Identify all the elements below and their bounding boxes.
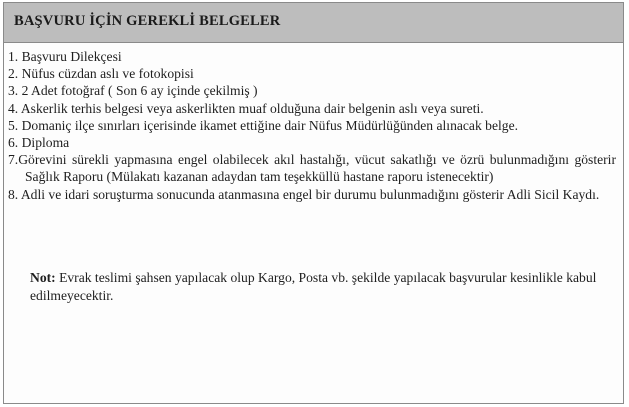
document-box — [3, 2, 624, 404]
item-text: Görevini sürekli yapmasına engel olabilecek akıl hastalığı, vücut sakatlığı ve özrü bulunmadığını gösterir Sağlık Raporu (Mülakatı kazanan adaydan tam teşekküllü hastane raporu istenecektir) — [18, 152, 616, 185]
item-number: 2. — [8, 66, 19, 82]
note-block — [30, 269, 600, 305]
item-text: 2 Adet fotoğraf ( Son 6 ay içinde çekilmiş ) — [21, 83, 258, 99]
list-item — [8, 117, 616, 134]
item-text: Başvuru Dilekçesi — [21, 49, 122, 64]
item-number: 8. — [8, 186, 19, 202]
note-text: Evrak teslimi şahsen yapılacak olup Kargo, Posta vb. şekilde yapılacak başvurular kesinlikle kabul edilmeyecektir. — [30, 270, 597, 303]
list-item — [8, 100, 616, 117]
item-number: 6. — [8, 135, 19, 151]
item-number: 1. — [8, 49, 19, 64]
header-bar — [4, 3, 623, 43]
note-label: Not: — [30, 270, 56, 285]
page-title: BAŞVURU İÇİN GEREKLİ BELGELER — [14, 13, 281, 29]
item-text: Nüfus cüzdan aslı ve fotokopisi — [21, 66, 194, 82]
list-item — [8, 48, 616, 65]
item-text: Diploma — [21, 135, 70, 151]
item-text: Adli ve idari soruşturma sonucunda atanmasına engel bir durumu bulunmadığını gösterir Adli Sicil Kaydı. — [20, 186, 600, 202]
item-number: 4. — [8, 100, 19, 116]
list-item — [8, 151, 616, 185]
list-item — [8, 186, 616, 203]
item-number: 7. — [8, 152, 19, 168]
list-item — [8, 65, 616, 82]
item-number: 5. — [8, 117, 19, 133]
requirements-list — [8, 48, 616, 203]
item-number: 3. — [8, 83, 19, 99]
list-item — [8, 134, 616, 151]
item-text: Askerlik terhis belgesi veya askerlikten muaf olduğuna dair belgenin aslı veya sureti. — [20, 100, 484, 116]
list-item — [8, 82, 616, 99]
item-text: Domaniç ilçe sınırları içerisinde ikamet ettiğine dair Nüfus Müdürlüğünden alınacak belge. — [21, 117, 519, 133]
